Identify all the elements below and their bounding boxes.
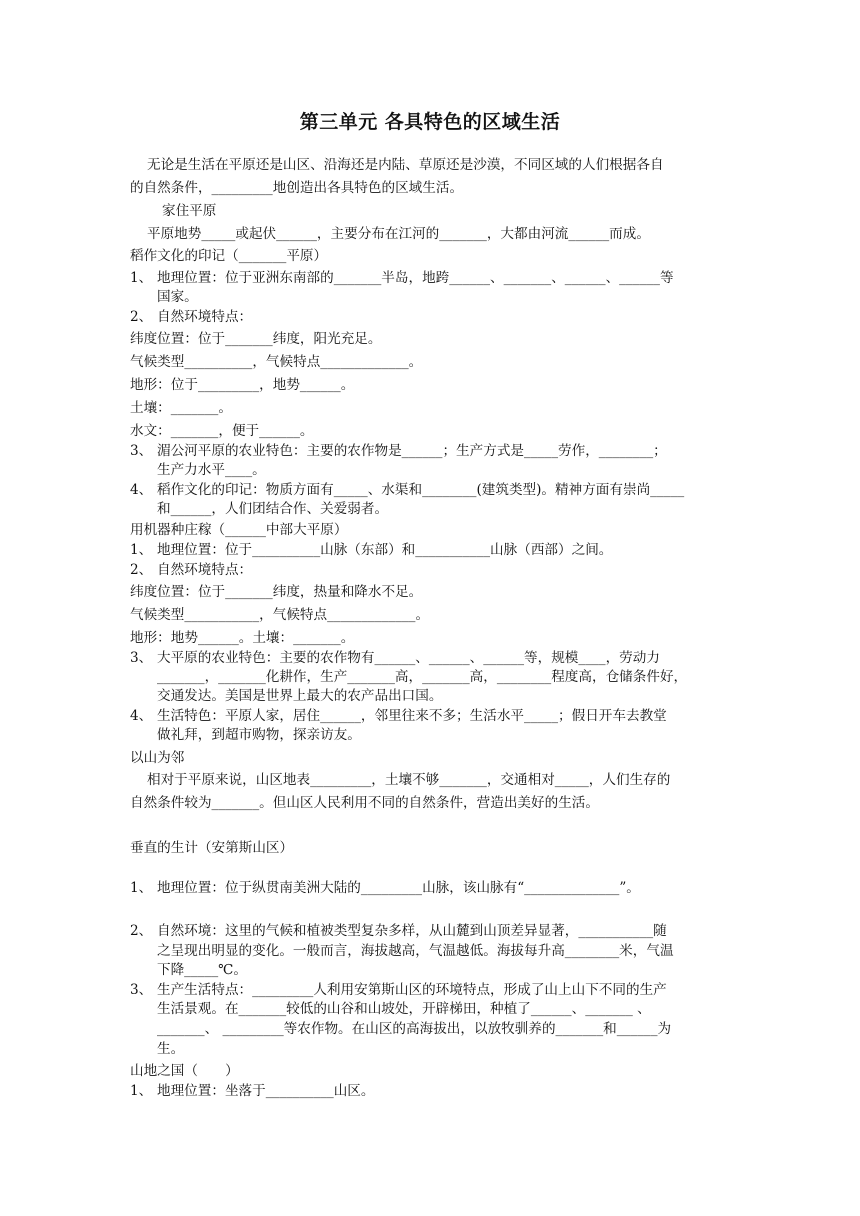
item-number: 1、 — [130, 270, 153, 286]
andes-item-2-cont-1: 之呈现出明显的变化。一般而言，海拔越高，气温越低。海拔每升高________米，气温 — [157, 943, 674, 959]
subsection-heading-machinery: 用机器种庄稼（______中部大平原） — [130, 522, 348, 538]
section-heading-mountains: 以山为邻 — [130, 750, 185, 766]
item-text: 地理位置：位于亚洲东南部的_______半岛，地跨______、_______、______、______等 — [157, 270, 674, 286]
mountain-country-item-1 — [130, 1081, 732, 1101]
rice-item-4 — [130, 480, 732, 500]
item-number: 2、 — [130, 309, 153, 325]
subsection-heading-andes: 垂直的生计（安第斯山区） — [130, 840, 294, 856]
item-text: 湄公河平原的农业特色：主要的农作物是______；生产方式是_____劳作，________； — [157, 443, 667, 459]
item-number: 3、 — [130, 443, 153, 459]
item-text: 自然环境：这里的气候和植被类型复杂多样，从山麓到山顶差异显著，___________随 — [157, 923, 667, 939]
machinery-item-3-cont-1: _______，_______化耕作，生产_______高，_______高，________程度高，仓储条件好， — [157, 669, 688, 685]
mountains-intro-1: 相对于平原来说，山区地表_________，土壤不够_______，交通相对_____，人们生存的 — [147, 772, 671, 788]
subsection-heading-rice: 稻作文化的印记（_______平原） — [130, 248, 328, 264]
item-text: 大平原的农业特色：主要的农作物有______、______、______等，规模____，劳动力 — [157, 650, 660, 666]
item-text: 地理位置：位于纵贯南美洲大陆的_________山脉，该山脉有“______________”。 — [157, 880, 640, 896]
item-number: 1、 — [130, 1083, 153, 1099]
rice-item-3 — [130, 441, 732, 461]
item-text: 自然环境特点： — [157, 309, 253, 325]
rice-item-1 — [130, 268, 732, 288]
machinery-item-4-cont: 做礼拜，到超市购物，探亲访友。 — [157, 727, 361, 743]
rice-terrain: 地形：位于_________，地势______。 — [130, 377, 355, 393]
rice-soil: 土壤：_______。 — [130, 400, 232, 416]
rice-item-3-cont: 生产力水平____。 — [157, 462, 266, 478]
machinery-latitude: 纬度位置：位于_______纬度，热量和降水不足。 — [130, 584, 423, 600]
machinery-item-1 — [130, 540, 732, 560]
item-text: 自然环境特点： — [157, 562, 253, 578]
item-number: 4、 — [130, 482, 153, 498]
machinery-item-3-cont-2: 交通发达。美国是世界上最大的农产品出口国。 — [157, 688, 443, 704]
page-title: 第三单元 各具特色的区域生活 — [299, 111, 561, 133]
intro-line-2: 的自然条件，_________地创造出各具特色的区域生活。 — [130, 180, 464, 196]
andes-item-3 — [130, 980, 732, 1000]
subsection-heading-mountain-country: 山地之国（ ） — [130, 1063, 239, 1079]
machinery-climate: 气候类型___________，气候特点_____________。 — [130, 607, 430, 623]
item-text: 生产生活特点：_________人利用安第斯山区的环境特点，形成了山上山下不同的生产 — [157, 982, 667, 998]
item-number: 1、 — [130, 880, 153, 896]
intro-line-1: 无论是生活在平原还是山区、沿海还是内陆、草原还是沙漠，不同区域的人们根据各自 — [147, 157, 664, 173]
item-number: 2、 — [130, 562, 153, 578]
machinery-terrain: 地形：地势______。土壤：_______。 — [130, 630, 355, 646]
andes-item-3-cont-3: 生。 — [157, 1041, 185, 1057]
machinery-item-4 — [130, 706, 732, 726]
item-text: 地理位置：位于__________山脉（东部）和___________山脉（西部）之间。 — [157, 542, 613, 558]
item-text: 生活特色：平原人家，居住______，邻里往来不多；生活水平_____；假日开车去教堂 — [157, 708, 667, 724]
plains-intro: 平原地势_____或起伏______，主要分布在江河的_______，大都由河流______而成。 — [147, 226, 650, 242]
item-number: 3、 — [130, 982, 153, 998]
andes-item-2-cont-2: 下降_____℃。 — [157, 962, 247, 978]
item-text: 稻作文化的印记：物质方面有_____、水渠和________(建筑类型)。精神方面有崇尚_____ — [157, 482, 685, 498]
rice-latitude: 纬度位置：位于_______纬度，阳光充足。 — [130, 331, 382, 347]
andes-item-3-cont-1: 生活景观。在_______较低的山谷和山坡处，开辟梯田，种植了______、_______ 、 — [157, 1001, 651, 1017]
item-text: 地理位置：坐落于__________山区。 — [157, 1083, 375, 1099]
andes-item-2 — [130, 921, 732, 941]
item-number: 4、 — [130, 708, 153, 724]
andes-item-3-cont-2: _______、 _________等农作物。在山区的高海拔出，以放牧驯养的_______和______为 — [157, 1021, 672, 1037]
andes-item-1 — [130, 878, 732, 898]
machinery-item-3 — [130, 648, 732, 668]
rice-climate: 气候类型__________，气候特点_____________。 — [130, 354, 423, 370]
rice-item-4-cont: 和______，人们团结合作、关爱弱者。 — [157, 501, 389, 517]
rice-item-2 — [130, 307, 732, 327]
mountains-intro-2: 自然条件较为_______。但山区人民利用不同的自然条件，营造出美好的生活。 — [130, 795, 599, 811]
item-number: 2、 — [130, 923, 153, 939]
rice-hydrology: 水文：_______，便于______。 — [130, 423, 314, 439]
section-heading-plains: 家住平原 — [162, 203, 217, 219]
rice-item-1-cont: 国家。 — [157, 289, 198, 305]
machinery-item-2 — [130, 560, 732, 580]
item-number: 3、 — [130, 650, 153, 666]
item-number: 1、 — [130, 542, 153, 558]
